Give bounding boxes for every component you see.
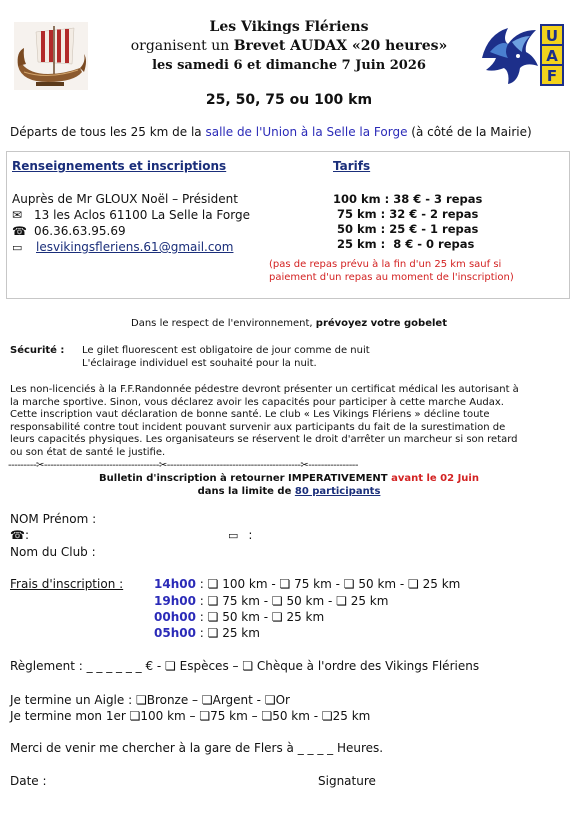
tarif-100: 100 km : 38 € - 3 repas [333, 192, 483, 206]
disclaimer-line-1: Les non-licenciés à la F.F.Randonnée pédestre devront présenter un certificat médical les autorisant à [10, 384, 519, 395]
fee-time-1900: 19h00 [154, 594, 196, 608]
fee-time-0000: 00h00 [154, 610, 196, 624]
phone-text: 06.36.63.95.69 [34, 224, 126, 238]
disclaimer-line-3: Cette inscription vaut déclaration de bonne santé. Le club « Les Vikings Flériens » décline toute [10, 409, 490, 420]
event-subtitle [100, 37, 478, 56]
logo-letter-a: A [546, 47, 558, 65]
president-line: Auprès de Mr GLOUX Noël – Président [12, 192, 238, 206]
envelope-icon: ✉ [12, 208, 23, 222]
disclaimer-line-6: ou son état de santé le justifie. [10, 446, 166, 458]
fee-row-1900 [154, 594, 388, 608]
fee-options-0000[interactable]: : ❏ 50 km - ❏ 25 km [199, 610, 325, 624]
security-label: Sécurité : [10, 345, 65, 356]
bulletin-limit-text: dans la limite de [197, 486, 295, 497]
fee-options-0500[interactable]: : ❏ 25 km [199, 626, 260, 640]
club-field-label[interactable]: Nom du Club : [10, 545, 96, 559]
bulletin-limit: 80 participants [294, 486, 381, 497]
departure-place: salle de l'Union à la Selle la Forge [205, 125, 408, 139]
contact-heading: Renseignements et inscriptions [12, 159, 227, 173]
tarif-50: 50 km : 25 € - 1 repas [333, 222, 479, 236]
environment-bold: prévoyez votre gobelet [315, 318, 447, 329]
logo-letter-u: U [545, 27, 559, 45]
viking-ship-image [14, 22, 88, 90]
event-dates: les samedi 6 et dimanche 7 Juin 2026 [152, 58, 426, 73]
event-title-block [100, 18, 478, 75]
bulletin-text: Bulletin d'inscription à retourner IMPERATIVEMENT [99, 473, 392, 484]
computer-icon: ▭ [228, 529, 239, 542]
eagle-line[interactable]: Je termine un Aigle : ❏Bronze – ❏Argent - ❏Or [10, 693, 290, 707]
phone-line [12, 224, 126, 239]
tarif-note-2: paiement d'un repas au moment de l'inscription) [269, 272, 514, 283]
disclaimer-line-2: la marche sportive. Sinon, vous déclarez avoir les capacités pour participer à cette marche Audax. [10, 396, 504, 408]
name-field-label[interactable]: NOM Prénom : [10, 512, 97, 526]
phone-field-label[interactable]: ☎: [10, 528, 29, 542]
tarif-25: 25 km : 8 € - 0 repas [333, 237, 475, 251]
uaf-logo [478, 22, 566, 88]
first-walk-line[interactable]: Je termine mon 1er ❏100 km – ❏75 km – ❏50 km - ❏25 km [10, 709, 371, 723]
address-text: 13 les Aclos 61100 La Selle la Forge [34, 208, 250, 222]
fee-row-0500 [154, 626, 260, 640]
event-subtitle-prefix: organisent un [130, 38, 234, 54]
logo-letter-f: F [546, 67, 558, 85]
tarif-note-1: (pas de repas prévu à la fin d'un 25 km sauf si [269, 259, 502, 270]
club-name: Les Vikings Flériens [209, 19, 369, 35]
fee-time-1400: 14h00 [154, 577, 196, 591]
tarif-75: 75 km : 32 € - 2 repas [333, 207, 479, 221]
fee-options-1400[interactable]: : ❏ 100 km - ❏ 75 km - ❏ 50 km - ❏ 25 km [199, 577, 461, 591]
disclaimer-line-5: leurs capacités physiques. Les organisateurs se réservent le droit d'arrêter un marcheur si son retard [10, 434, 518, 445]
fee-row-0000 [154, 610, 324, 624]
event-name: Brevet AUDAX «20 heures» [233, 38, 448, 54]
phone-icon: ☎ [12, 224, 27, 238]
bulletin-deadline: avant le 02 Juin [391, 473, 479, 484]
address-line [12, 208, 250, 223]
departure-info [10, 125, 532, 139]
computer-icon: ▭ [12, 241, 23, 254]
disclaimer-line-4: responsabilité contre tout incident pouvant survenir aux participants du fait de la surestimation de [10, 421, 506, 433]
payment-line[interactable]: Règlement : _ _ _ _ _ _ € - ❏ Espèces – ❏ Chèque à l'ordre des Vikings Flériens [10, 659, 480, 673]
security-line-1: Le gilet fluorescent est obligatoire de jour comme de nuit [82, 345, 370, 356]
departure-prefix: Départs de tous les 25 km de la [10, 125, 206, 139]
station-pickup-line[interactable]: Merci de venir me chercher à la gare de Flers à _ _ _ _ Heures. [10, 741, 384, 755]
email-field-colon: : [248, 528, 253, 542]
fee-time-0500: 05h00 [154, 626, 196, 640]
email-field-label[interactable] [228, 528, 252, 542]
fees-label: Frais d'inscription : [10, 577, 124, 591]
info-box [6, 151, 570, 299]
fee-options-1900[interactable]: : ❏ 75 km - ❏ 50 km - ❏ 25 km [199, 594, 389, 608]
distances: 25, 50, 75 ou 100 km [205, 92, 373, 108]
date-label[interactable]: Date : [10, 774, 47, 788]
signature-label[interactable]: Signature [318, 774, 376, 788]
email-line [12, 240, 233, 255]
environment-note [0, 318, 578, 329]
cut-line: ---------✂-------------------------------------✂-------------------------------------------✂---------------- [8, 460, 359, 471]
departure-suffix: (à côté de la Mairie) [407, 125, 532, 139]
email-link[interactable]: lesvikingsfleriens.61@gmail.com [36, 240, 234, 254]
fee-row-1400 [154, 577, 460, 591]
bulletin-line-1 [0, 473, 578, 484]
environment-text: Dans le respect de l'environnement, [131, 318, 316, 329]
security-line-2: L'éclairage individuel est souhaité pour la nuit. [82, 358, 317, 369]
tarifs-heading: Tarifs [333, 159, 371, 173]
bulletin-line-2 [0, 486, 578, 497]
